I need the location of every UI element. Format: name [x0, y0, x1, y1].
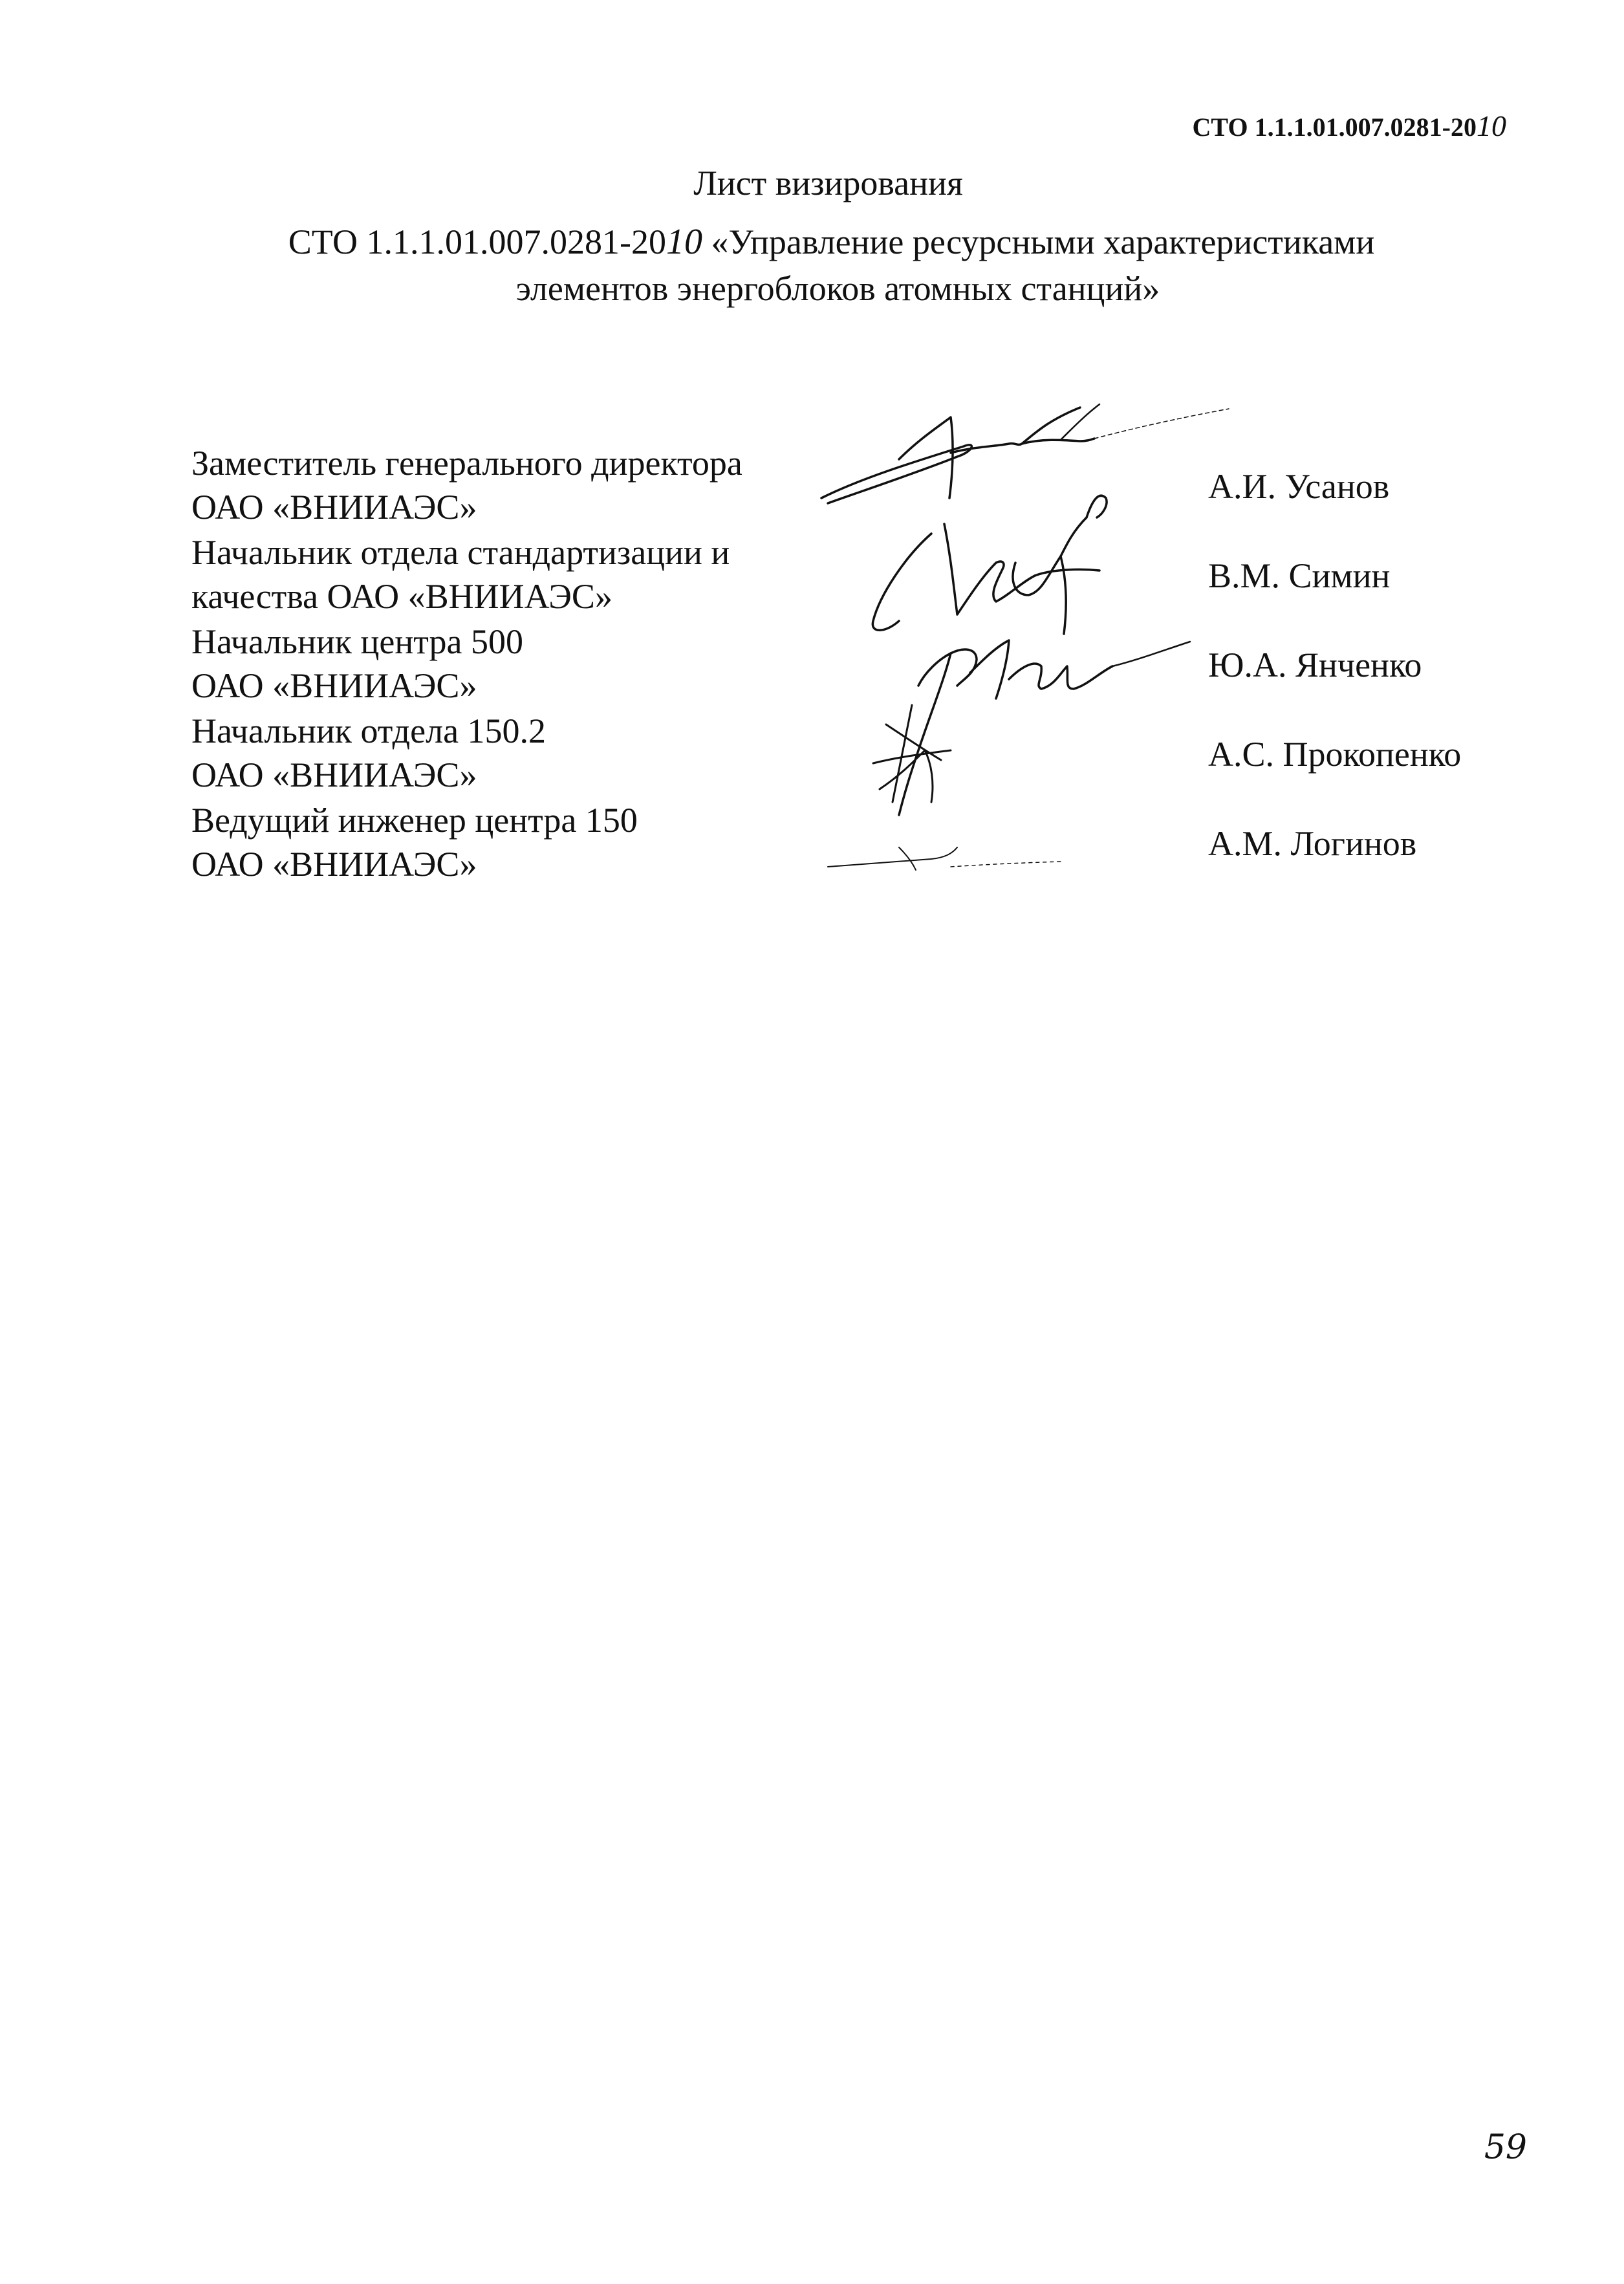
signer-name: А.М. Логинов — [1208, 824, 1417, 863]
document-code-printed: СТО 1.1.1.01.007.0281-20 — [1192, 113, 1477, 142]
signer-name: А.С. Прокопенко — [1208, 735, 1462, 774]
signer-position — [191, 709, 864, 797]
document-code-handwritten-year: 10 — [1477, 109, 1506, 142]
subject-title-line1: «Управление ресурсными характеристиками — [702, 223, 1375, 261]
signer-name: В.М. Симин — [1208, 556, 1391, 595]
signer-position — [191, 798, 864, 886]
signature-yanchenko — [899, 640, 1190, 815]
document-subject — [0, 219, 1624, 312]
signer-position-line2: ОАО «ВНИИАЭС» — [191, 488, 477, 527]
signer-position-line2: ОАО «ВНИИАЭС» — [191, 845, 477, 884]
signer-position-line1: Начальник отдела 150.2 — [191, 712, 547, 750]
signer-name: Ю.А. Янченко — [1208, 646, 1422, 684]
page-number: 59 — [1484, 2128, 1527, 2167]
signer-position-line2: ОАО «ВНИИАЭС» — [191, 666, 477, 705]
signature-prokopenko — [873, 705, 951, 802]
signature-loginov — [828, 847, 1061, 870]
signer-position — [191, 530, 864, 618]
signer-name: А.И. Усанов — [1208, 467, 1390, 506]
signer-position-line1: Начальник отдела стандартизации и — [191, 533, 730, 572]
signer-position — [191, 441, 864, 529]
document-code-header — [1193, 109, 1506, 143]
sheet-title: Лист визирования — [693, 164, 963, 202]
signer-position-line1: Заместитель генерального директора — [191, 444, 742, 483]
signature-simin — [872, 495, 1107, 634]
subject-code-printed: СТО 1.1.1.01.007.0281-20 — [288, 223, 667, 261]
signer-position-line2: ОАО «ВНИИАЭС» — [191, 756, 477, 794]
subject-code-handwritten-year: 10 — [666, 222, 703, 262]
subject-title-line2: элементов энергоблоков атомных станций» — [515, 269, 1160, 308]
handwritten-signatures — [802, 401, 1255, 906]
signer-position-line1: Ведущий инженер центра 150 — [191, 801, 638, 840]
signer-position-line2: качества ОАО «ВНИИАЭС» — [191, 577, 612, 616]
signer-position — [191, 620, 864, 708]
signature-usanov — [821, 404, 1229, 503]
signer-position-line1: Начальник центра 500 — [191, 622, 523, 661]
